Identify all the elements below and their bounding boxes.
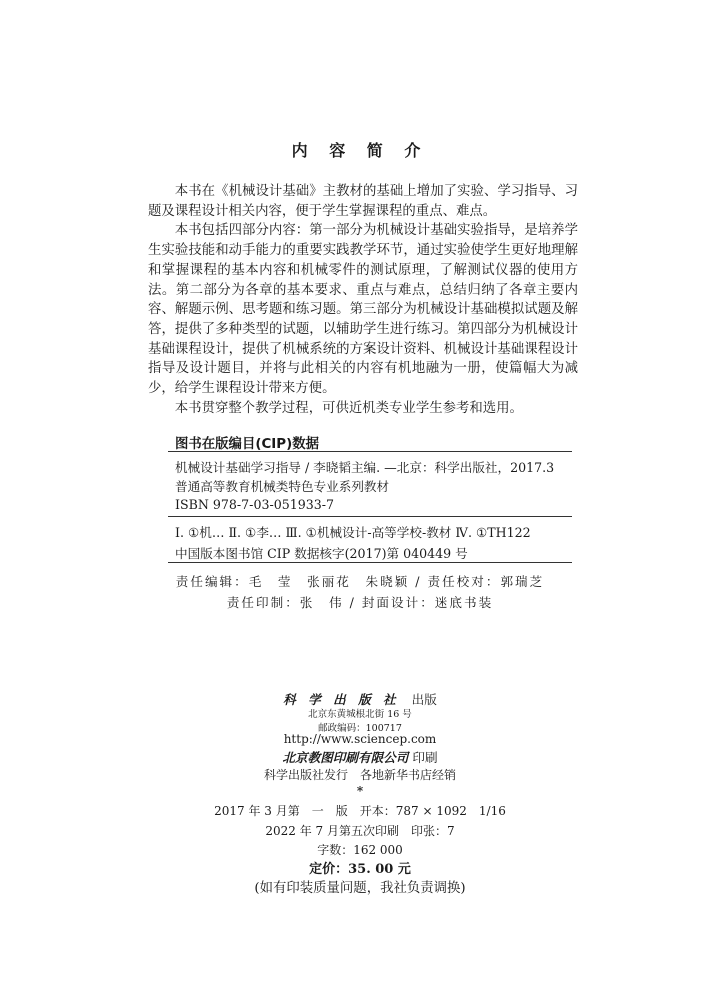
cip-line-3: ISBN 978-7-03-051933-7 xyxy=(175,497,335,512)
credits-editors: 责任编辑：毛 莹 张丽花 朱晓颖 / 责任校对：郭瑞芝 xyxy=(175,574,545,589)
cip-bottom-rule xyxy=(168,562,572,563)
printer-line xyxy=(0,747,720,766)
word-count: 字数：162 000 xyxy=(317,843,403,857)
credits-production: 责任印制：张 伟 / 封面设计：迷底书装 xyxy=(226,595,494,610)
cip-middle-rule xyxy=(168,516,572,517)
summary-paragraph-1: 本书在《机械设计基础》主教材的基础上增加了实验、学习指导、习题及课程设计相关内容，便于学生掌握课程的重点、难点。 xyxy=(148,184,578,219)
cip-line-1: 机械设计基础学习指导 / 李晓韬主编. —北京：科学出版社，2017.3 xyxy=(175,460,555,475)
publisher-postcode: 邮政编码：100717 xyxy=(318,723,402,734)
printer-name: 北京教图印刷有限公司 xyxy=(282,750,409,765)
cip-line-2: 普通高等教育机械类特色专业系列教材 xyxy=(175,479,390,494)
edition-line: 2017 年 3 月第 一 版 开本：787 × 1092 1/16 xyxy=(214,804,506,818)
publisher-suffix: 出版 xyxy=(411,692,437,707)
separator-star: * xyxy=(356,784,364,798)
publisher-url: http://www.sciencep.com xyxy=(283,732,437,746)
cip-top-rule xyxy=(168,451,572,452)
cip-line-5: 中国版本图书馆 CIP 数据核字(2017)第 040449 号 xyxy=(175,546,468,561)
summary-body xyxy=(148,182,578,418)
summary-paragraph-2: 本书包括四部分内容：第一部分为机械设计基础实验指导，是培养学生实验技能和动手能力的重要实践教学环节，通过实验使学生更好地理解和掌握课程的基本内容和机械零件的测试原理，了解测试仪器的使用方法。第二部分为各章的基本要求、重点与难点，总结归纳了各章主要内容、解题示例、思考题和练习题。第三部分为机械设计基础模拟试题及解答，提供了多种类型的试题，以辅助学生进行练习。第四部分为机械设计基础课程设计，提供了机械系统的方案设计资料、机械设计基础课程设计指导及设计题目，并将与此相关的内容有机地融为一册，使篇幅大为减少，给学生课程设计带来方便。 xyxy=(148,223,578,397)
cip-line-4: Ⅰ. ①机… Ⅱ. ①李… Ⅲ. ①机械设计-高等学校-教材 Ⅳ. ①TH122 xyxy=(175,525,531,540)
publisher-address: 北京东黄城根北街 16 号 xyxy=(308,709,412,720)
printing-line: 2022 年 7 月第五次印刷 印张：7 xyxy=(265,824,455,838)
printer-suffix: 印刷 xyxy=(412,750,438,765)
summary-heading: 内 容 简 介 xyxy=(291,141,429,160)
publisher-name: 科 学 出 版 社 xyxy=(283,692,400,707)
price: 定价：35. 00 元 xyxy=(309,862,411,877)
summary-paragraph-3: 本书贯穿整个教学过程，可供近机类专业学生参考和选用。 xyxy=(174,400,523,416)
quality-notice: (如有印装质量问题，我社负责调换) xyxy=(254,881,466,896)
cip-title: 图书在版编目(CIP)数据 xyxy=(175,437,319,452)
distribution-line: 科学出版社发行 各地新华书店经销 xyxy=(263,768,456,782)
